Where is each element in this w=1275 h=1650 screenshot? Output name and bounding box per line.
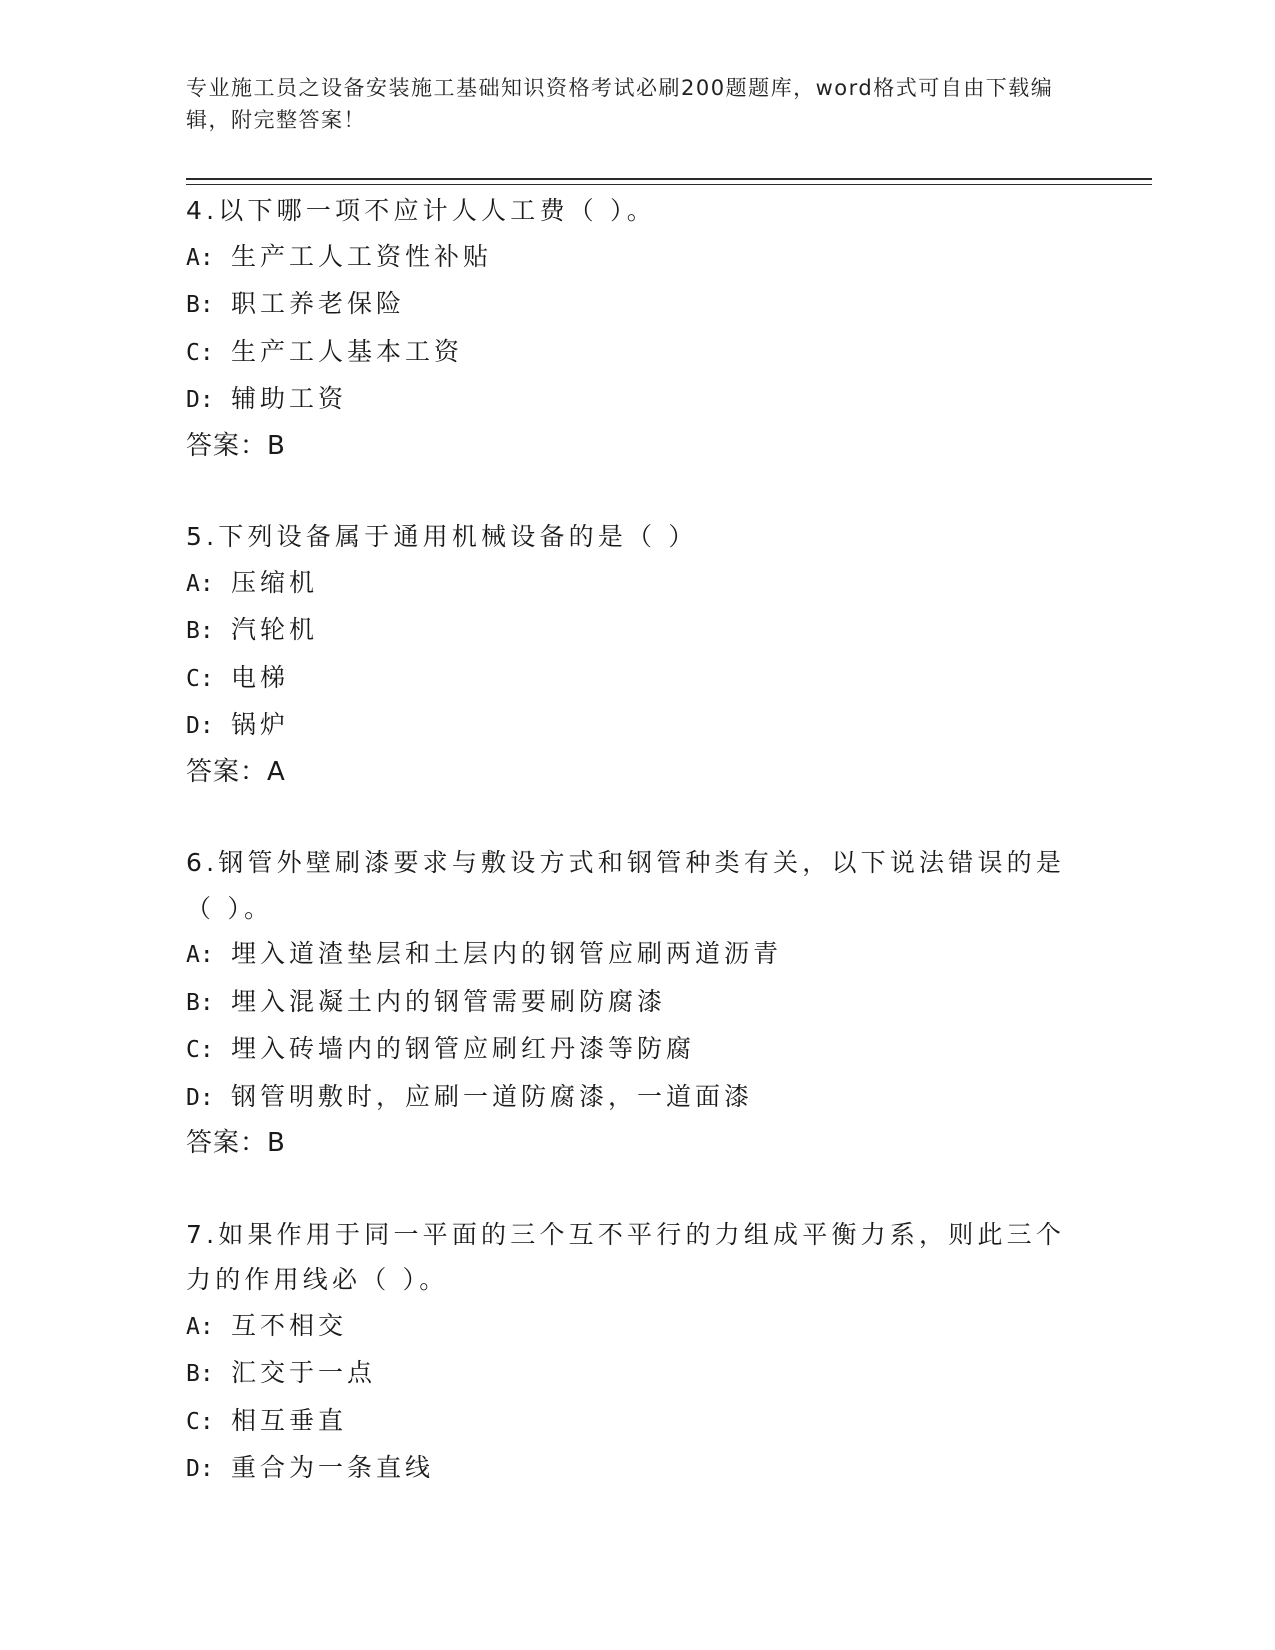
option-key: D: [186,1084,214,1111]
option-text: 埋入砖墙内的钢管应刷红丹漆等防腐 [231,1034,696,1063]
option-text: 锅炉 [231,710,290,739]
option-key: D: [186,1456,214,1482]
option-item [186,281,1086,329]
option-text: 埋入道渣垫层和土层内的钢管应刷两道沥青 [231,939,783,968]
option-text: 职工养老保险 [231,289,406,318]
option-item [186,931,1086,979]
option-text: 埋入混凝土内的钢管需要刷防腐漆 [231,986,667,1016]
option-item [186,1074,1086,1122]
option-key: C: [186,339,214,366]
question-stem: 7.如果作用于同一平面的三个互不平行的力组成平衡力系，则此三个力的作用线必（ ）。 [186,1219,1066,1294]
option-text: 压缩机 [231,567,319,597]
option-key: D: [186,713,214,739]
option-item [186,655,1086,703]
header-divider [186,178,1152,185]
option-key: A: [186,244,214,271]
answer-label: 答案：A [186,756,286,787]
option-item [186,979,1086,1027]
option-key: C: [186,665,214,692]
option-item [186,1398,1086,1446]
option-item [186,1350,1086,1398]
option-key: B: [186,618,214,644]
question-block [186,1212,1086,1493]
question-block [186,840,1086,1167]
question-list [186,188,1086,1538]
answer-label: 答案：B [186,430,286,461]
option-key: B: [186,292,214,318]
option-key: C: [186,1408,214,1435]
option-item [186,329,1086,377]
answer-label: 答案：B [186,1128,286,1158]
question-stem: 5.下列设备属于通用机械设备的是（ ） [186,522,698,551]
option-text: 汽轮机 [231,615,319,644]
divider-line-thin [186,184,1152,185]
option-item [186,1445,1086,1493]
option-item [186,1303,1086,1351]
option-text: 相互垂直 [231,1405,348,1435]
question-block [186,188,1086,469]
option-key: D: [186,387,214,413]
document-header [186,72,1066,136]
header-text: 专业施工员之设备安装施工基础知识资格考试必刷200题题库，word格式可自由下载编辑，附完整答案！ [186,76,1054,132]
option-text: 生产工人基本工资 [231,336,464,366]
option-text: 互不相交 [231,1310,348,1340]
question-stem: 6.钢管外壁刷漆要求与敷设方式和钢管种类有关，以下说法错误的是（ ）。 [186,848,1066,923]
option-text: 辅助工资 [231,384,348,413]
option-key: A: [186,570,214,597]
option-text: 生产工人工资性补贴 [231,241,493,271]
option-text: 汇交于一点 [231,1358,377,1387]
divider-line-thick [186,178,1152,180]
option-item [186,560,1086,608]
question-block [186,514,1086,795]
option-key: B: [186,989,214,1016]
option-key: A: [186,1313,214,1340]
option-item [186,376,1086,424]
option-text: 重合为一条直线 [231,1453,435,1482]
option-key: A: [186,942,214,968]
option-key: C: [186,1037,214,1063]
option-text: 电梯 [231,662,290,692]
option-item [186,607,1086,655]
option-item [186,1026,1086,1074]
option-key: B: [186,1361,214,1387]
option-item [186,234,1086,282]
question-stem: 4.以下哪一项不应计人人工费（ ）。 [186,196,656,225]
option-text: 钢管明敷时，应刷一道防腐漆，一道面漆 [231,1081,754,1111]
option-item [186,702,1086,750]
